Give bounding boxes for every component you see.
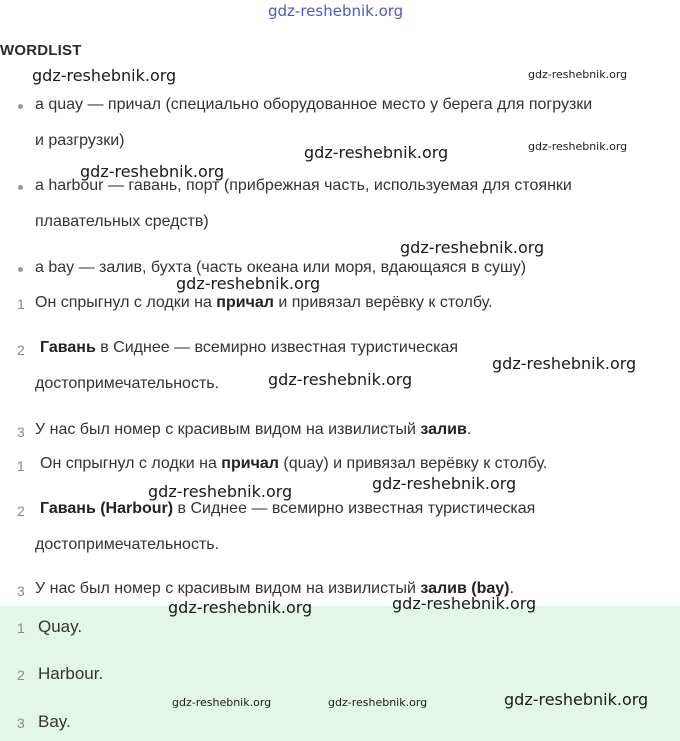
watermark: gdz-reshebnik.org (392, 594, 537, 613)
watermark: gdz-reshebnik.org (400, 238, 545, 257)
wordlist-item-continuation: плавательных средств) (35, 213, 209, 230)
sentence-en-2: Гавань (Harbour) в Сиднее — всемирно известная туристическая (40, 500, 536, 517)
sentence-ru-2: Гавань в Сиднее — всемирно известная туристическая (40, 339, 458, 356)
sentence-ru-3: У нас был номер с красивым видом на извилистый залив. (35, 421, 472, 438)
answer-2: Harbour. (38, 664, 104, 683)
sentence-number: 2 (17, 342, 25, 358)
wordlist-title: WORDLIST (0, 42, 82, 59)
sentence-en-3: У нас был номер с красивым видом на извилистый залив (bay). (35, 580, 514, 597)
watermark: gdz-reshebnik.org (528, 140, 628, 153)
answer-number: 1 (17, 620, 25, 636)
watermark: gdz-reshebnik.org (328, 696, 428, 709)
wordlist-item-continuation: и разгрузки) (35, 132, 125, 149)
watermark: gdz-reshebnik.org (492, 354, 637, 373)
watermark: gdz-reshebnik.org (268, 370, 413, 389)
sentence-en-2-continuation: достопримечательность. (35, 536, 220, 553)
watermark: gdz-reshebnik.org (176, 274, 321, 293)
sentence-number: 1 (17, 458, 25, 474)
watermark: gdz-reshebnik.org (80, 162, 225, 181)
sentence-number: 2 (17, 503, 25, 519)
sentence-number: 3 (17, 583, 25, 599)
answer-number: 2 (17, 667, 25, 683)
wordlist-item: a quay — причал (специально оборудованное место у берега для погрузки (35, 96, 593, 113)
watermark: gdz-reshebnik.org (32, 66, 177, 85)
sentence-number: 3 (17, 424, 25, 440)
watermark: gdz-reshebnik.org (304, 143, 449, 162)
bullet-icon (18, 104, 23, 109)
answer-number: 3 (17, 715, 25, 731)
answer-1: Quay. (38, 617, 83, 636)
watermark: gdz-reshebnik.org (504, 690, 649, 709)
watermark: gdz-reshebnik.org (168, 598, 313, 617)
watermark: gdz-reshebnik.org (372, 474, 517, 493)
watermark: gdz-reshebnik.org (148, 482, 293, 501)
bullet-icon (18, 185, 23, 190)
wordlist-item: a bay — залив, бухта (часть океана или моря, вдающаяся в сушу) (35, 259, 527, 276)
watermark-top: gdz-reshebnik.org (268, 2, 404, 20)
sentence-en-1: Он спрыгнул с лодки на причал (quay) и привязал верёвку к столбу. (40, 455, 548, 472)
watermark: gdz-reshebnik.org (172, 696, 272, 709)
wordlist-item: a harbour — гавань, порт (прибрежная часть, используемая для стоянки (35, 177, 572, 194)
bullet-icon (18, 267, 23, 272)
watermark: gdz-reshebnik.org (528, 68, 628, 81)
sentence-ru-1: Он спрыгнул с лодки на причал и привязал верёвку к столбу. (35, 294, 493, 311)
answer-3: Bay. (38, 712, 71, 731)
sentence-number: 1 (17, 296, 25, 312)
sentence-ru-2-continuation: достопримечательность. (35, 375, 220, 392)
